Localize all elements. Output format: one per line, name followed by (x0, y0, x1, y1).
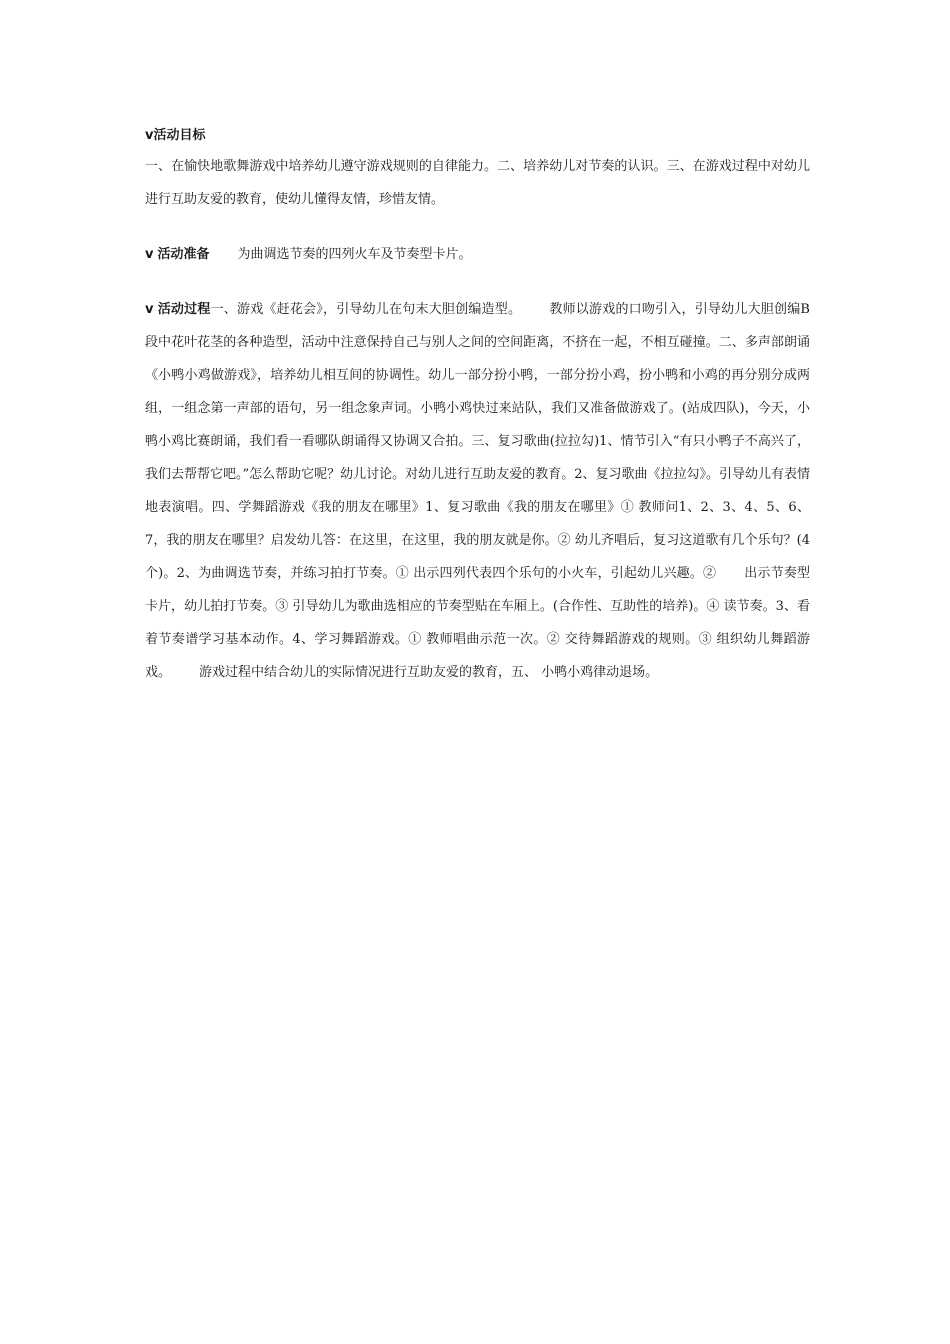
process-part2: 教师以游戏的口吻引入，引导幼儿大胆创编B段中花叶花茎的各种造型，活动中注意保持自己与别人之间的空间距离，不挤在一起，不相互碰撞。二、多声部朗诵《小鸭小鸡做游戏》，培养幼儿相互间的协调性。幼儿一部分扮小鸭，一部分扮小鸡，扮小鸭和小鸡的再分别分成两组，一组念第一声部的语句，另一组念象声词。小鸭小鸡快过来站队，我们又准备做游戏了。(站成四队)，今天，小鸭小鸡比赛朗诵，我们看一看哪队朗诵得又协调又合拍。三、复习歌曲(拉拉勾)1、情节引入“有只小鸭子不高兴了，我们去帮帮它吧。”怎么帮助它呢？幼儿讨论。对幼儿进行互助友爱的教育。2、复习歌曲《拉拉勾》。引导幼儿有表情地表演唱。四、学舞蹈游戏《我的朋友在哪里》1、复习歌曲《我的朋友在哪里》① 教师问1、2、3、4、5、6、7，我的朋友在哪里？启发幼儿答：在这里，在这里，我的朋友就是你。② 幼儿齐唱后，复习这道歌有几个乐句？(4个)。2、为曲调选节奏，并练习拍打节奏。① 出示四列代表四个乐句的小火车，引起幼儿兴趣。② (145, 302, 810, 581)
process-heading: 活动过程 (157, 302, 211, 317)
process-part1: 一、游戏《赶花会》，引导幼儿在句末大胆创编造型。 (210, 302, 522, 317)
prep-paragraph (145, 238, 810, 271)
goal-paragraph: 一、在愉快地歌舞游戏中培养幼儿遵守游戏规则的自律能力。二、培养幼儿对节奏的认识。三、在游戏过程中对幼儿进行互助友爱的教育，使幼儿懂得友情，珍惜友情。 (145, 159, 810, 207)
goal-heading (145, 122, 810, 150)
prep-bullet: v (145, 247, 154, 262)
process-part4: 游戏过程中结合幼儿的实际情况进行互助友爱的教育，五、 小鸭小鸡律动退场。 (199, 665, 659, 680)
process-bullet: v (145, 302, 154, 317)
goal-bullet: v (145, 128, 154, 143)
process-part3: 出示节奏型卡片，幼儿拍打节奏。③ 引导幼儿为歌曲选相应的节奏型贴在车厢上。(合作性、互助性的培养)。④ 读节奏。3、看着节奏谱学习基本动作。4、学习舞蹈游戏。① 教师唱曲示范一次。② 交待舞蹈游戏的规则。③ 组织幼儿舞蹈游戏。 (145, 566, 810, 680)
prep-text: 为曲调选节奏的四列火车及节奏型卡片。 (237, 247, 472, 262)
process-paragraph (145, 293, 810, 689)
prep-heading: 活动准备 (157, 247, 210, 262)
document-page (145, 122, 810, 689)
goal-heading-text: 活动目标 (153, 128, 206, 143)
